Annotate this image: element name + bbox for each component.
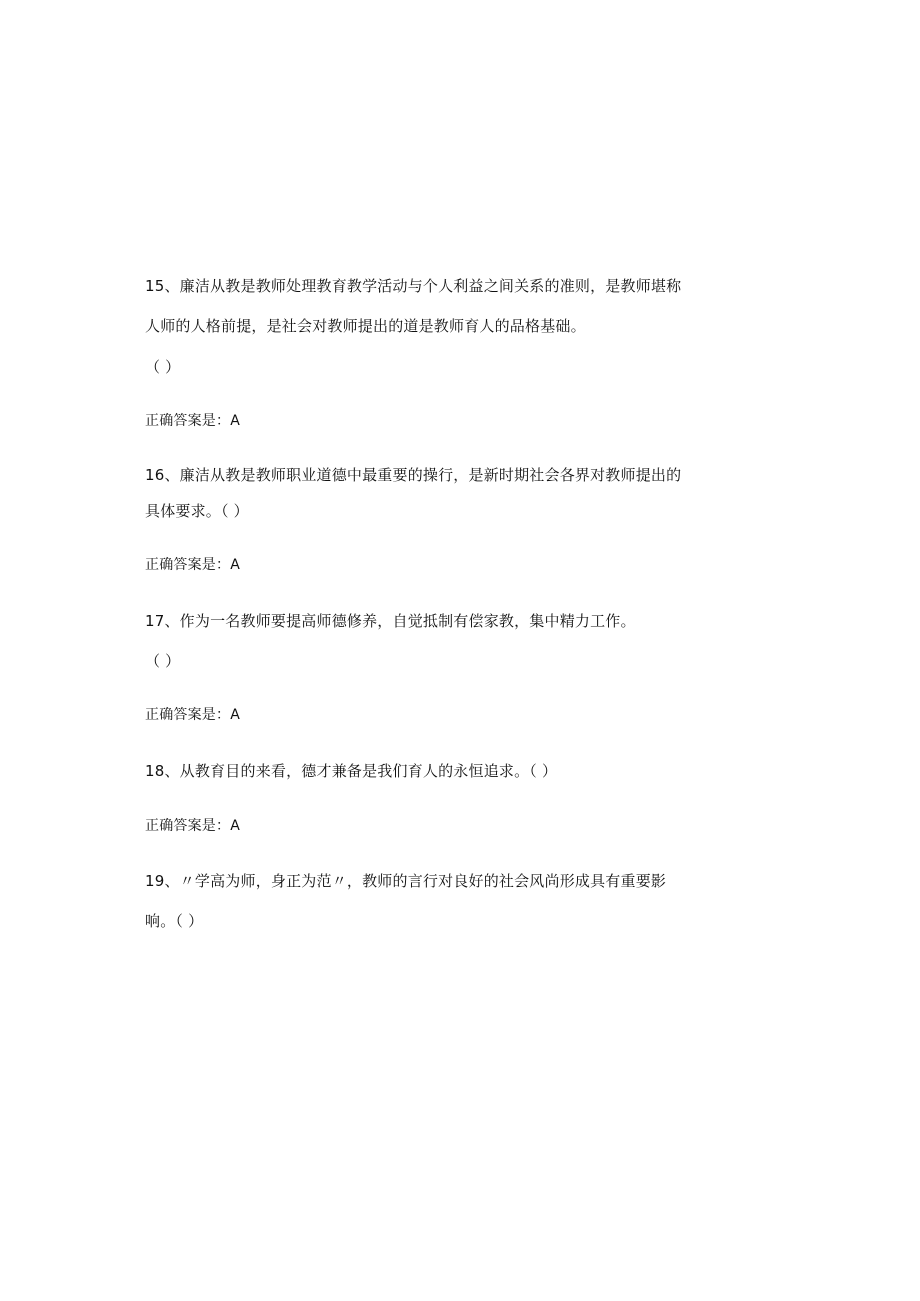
question-16-line-2: 具体要求。（ ） — [145, 502, 249, 520]
question-16-answer: 正确答案是：A — [145, 557, 240, 573]
question-17-line-1: 17、作为一名教师要提高师德修养，自觉抵制有偿家教，集中精力工作。 — [145, 612, 636, 630]
question-17-answer: 正确答案是：A — [145, 707, 240, 723]
question-19-line-2: 响。（ ） — [145, 912, 204, 930]
question-19-line-1: 19、〃学高为师，身正为范〃，教师的言行对良好的社会风尚形成具有重要影 — [145, 872, 667, 890]
question-15-answer: 正确答案是：A — [145, 413, 240, 429]
question-15-line-2: 人师的人格前提，是社会对教师提出的道是教师育人的品格基础。 — [145, 317, 586, 335]
question-18-line-1: 18、从教育目的来看，德才兼备是我们育人的永恒追求。（ ） — [145, 762, 558, 780]
question-18-answer: 正确答案是：A — [145, 818, 240, 834]
question-17-blank: （ ） — [145, 652, 181, 670]
question-15-blank: （ ） — [145, 358, 181, 376]
question-15-line-1: 15、廉洁从教是教师处理教育教学活动与个人利益之间关系的准则，是教师堪称 — [145, 277, 682, 295]
question-16-line-1: 16、廉洁从教是教师职业道德中最重要的操行，是新时期社会各界对教师提出的 — [145, 466, 682, 484]
